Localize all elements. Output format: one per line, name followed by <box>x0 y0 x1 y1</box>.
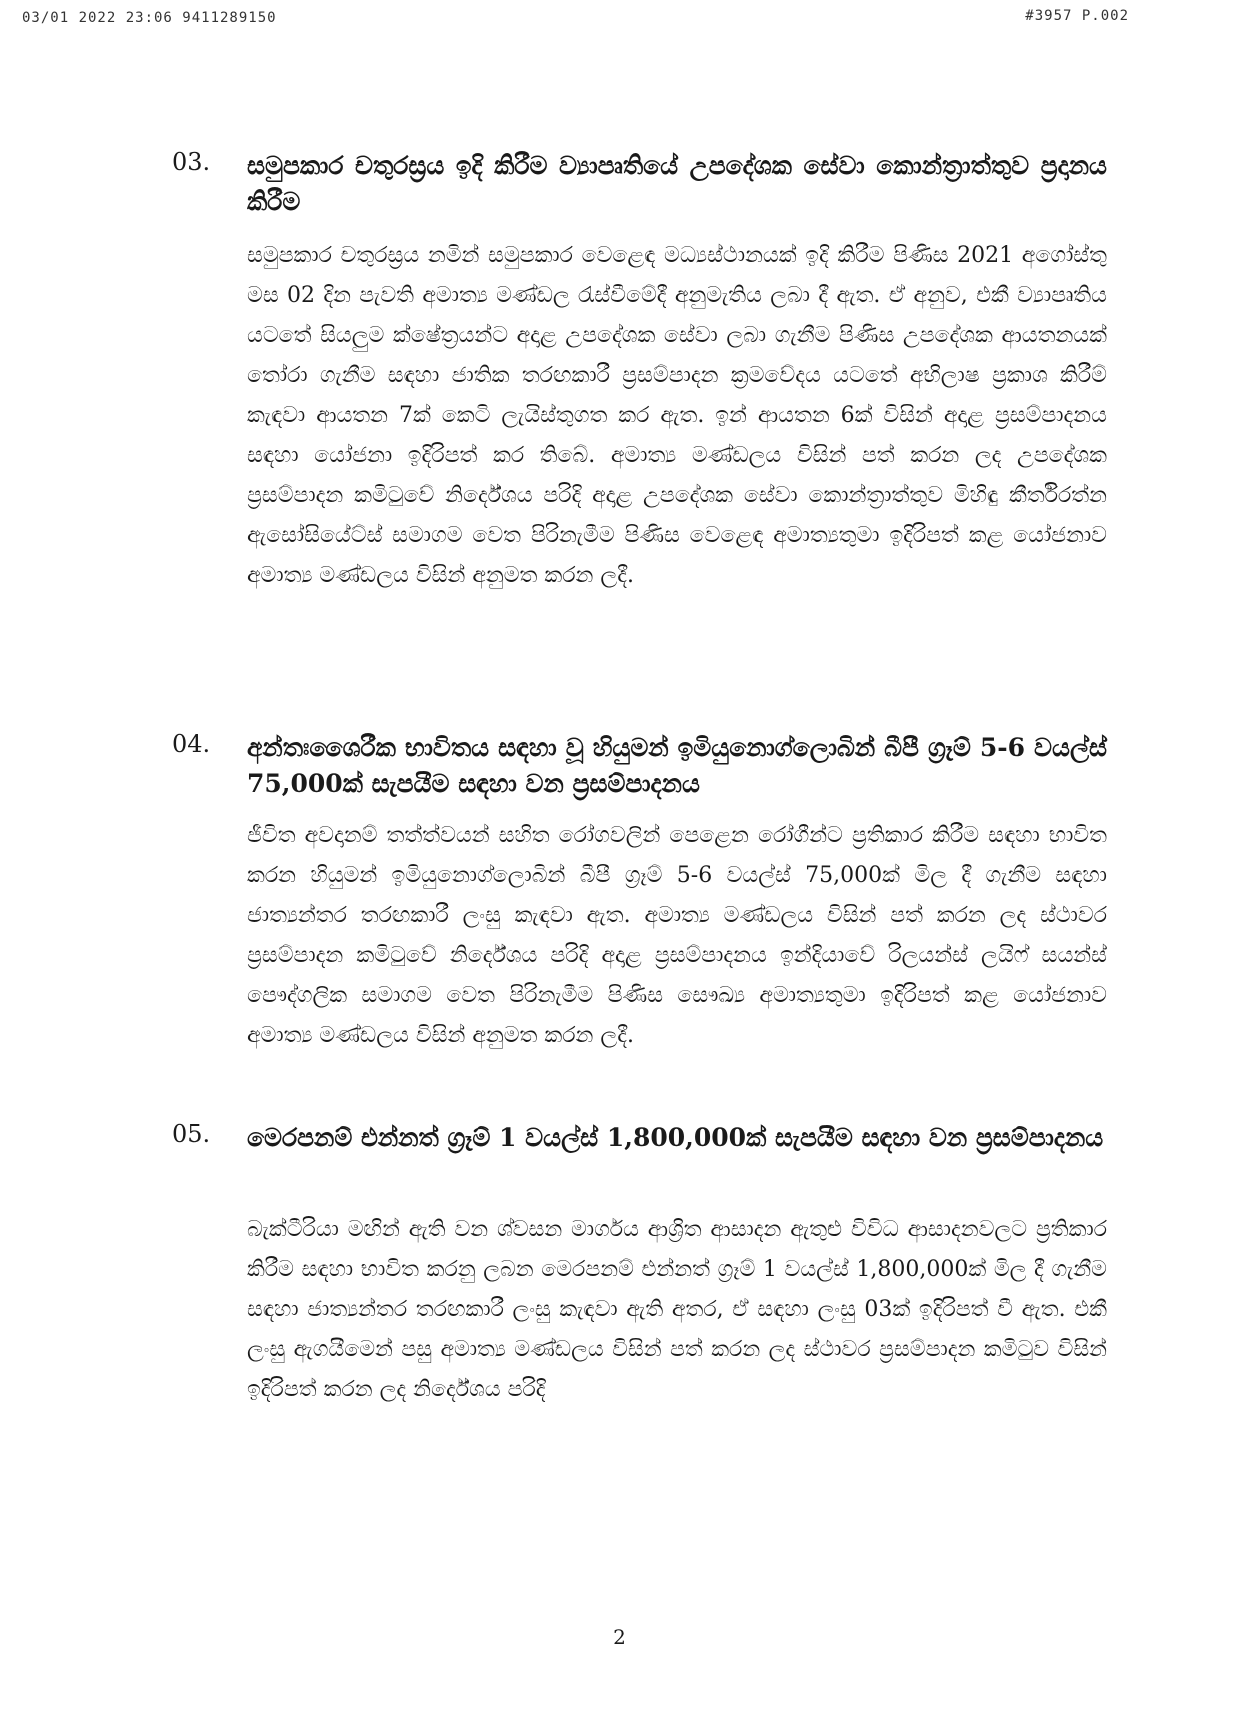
section-body: ජීවිත අවදානම් තත්ත්වයන් සහිත රෝගවලින් පෙළෙන රෝගීන්ට ප්‍රතිකාර කිරීම සඳහා භාවිත කරන හියුමන් ඉමියුනොග්ලොබින් බීපී ග්‍රෑම් 5-6 වයල්ස් 75,000ක් මිල දී ගැනීම සඳහා ජාත්‍යන්තර තරඟකාරී ලංසු කැඳවා ඇත. අමාත්‍ය මණ්ඩලය විසින් පත් කරන ලද ස්ථාවර ප්‍රසම්පාදන කමිටුවේ නිර්දේශය පරිදි අදාළ ප්‍රසම්පාදනය ඉන්දියාවේ රිලයන්ස් ලයිෆ් සයන්ස් පෞද්ගලික සමාගම වෙත පිරිනැමීම පිණිස සෞඛ්‍ය අමාත්‍යතුමා ඉදිරිපත් කළ යෝජනාව අමාත්‍ය මණ්ඩලය විසින් අනුමත කරන ලදී. <box>247 823 1107 1048</box>
section-body: සමුපකාර චතුරස්‍රය නමින් සමුපකාර වෙළෙඳ මධ්‍යස්ථානයක් ඉදි කිරීම පිණිස 2021 අගෝස්තු මස 02 දින පැවති අමාත්‍ය මණ්ඩල රැස්වීමේදී අනුමැතිය ලබා දී ඇත. ඒ අනුව, එකී ව්‍යාපෘතිය යටතේ සියලුම ක්ෂේත්‍රයන්ට අදාළ උපදේශක සේවා ලබා ගැනීම පිණිස උපදේශක ආයතනයක් තෝරා ගැනීම සඳහා ජාතික තරඟකාරී ප්‍රසම්පාදන ක්‍රමවේදය යටතේ අභිලාෂ ප්‍රකාශ කිරීම් කැඳවා ආයතන 7ක් කෙටි ලැයිස්තුගත කර ඇත. ඉන් ආයතන 6ක් විසින් අදාළ ප්‍රසම්පාදනය සඳහා යෝජනා ඉදිරිපත් කර තිබේ. අමාත්‍ය මණ්ඩලය විසින් පත් කරන ලද උපදේශක ප්‍රසම්පාදන කමිටුවේ නිර්දේශය පරිදි අදාළ උපදේශක සේවා කොන්ත්‍රාත්තුව මිහිඳු කීර්තිරත්න ඇසෝසියේට්ස් සමාගම වෙත පිරිනැමීම පිණිස වෙළෙඳ අමාත්‍යතුමා ඉදිරිපත් කළ යෝජනාව අමාත්‍ය මණ්ඩලය විසින් අනුමත කරන ලදී. <box>247 243 1107 588</box>
section-05 <box>172 1120 1107 1440</box>
section-title: අන්තඃශෛරීක භාවිතය සඳහා වූ හියුමන් ඉමියුනොග්ලොබින් බීපී ග්‍රෑම් 5-6 වයල්ස් 75,000ක් සැපයීම සඳහා වන ප්‍රසම්පාදනය <box>247 733 1107 798</box>
section-number: 05. <box>172 1120 211 1148</box>
page-number: 2 <box>613 1625 626 1649</box>
section-body: බැක්ටීරියා මඟින් ඇති වන ශ්වසන මාර්ගය ආශ්‍රිත ආසාදන ඇතුළු විවිධ ආසාදනවලට ප්‍රතිකාර කිරීම සඳහා භාවිත කරනු ලබන මෙරපනම් එන්නත් ග්‍රෑම් 1 වයල්ස් 1,800,000ක් මිල දී ගැනීම සඳහා ජාත්‍යන්තර තරඟකාරී ලංසු කැඳවා ඇති අතර, ඒ සඳහා ලංසු 03ක් ඉදිරිපත් වී ඇත. එකී ලංසු ඇගයීමෙන් පසු අමාත්‍ය මණ්ඩලය විසින් පත් කරන ලද ස්ථාවර ප්‍රසම්පාදන කමිටුව විසින් ඉදිරිපත් කරන ලද නිර්දේශය පරිදි <box>247 1217 1107 1402</box>
fax-header-left: 03/01 2022 23:06 9411289150 <box>22 10 277 26</box>
section-number: 03. <box>172 148 211 176</box>
section-04 <box>172 730 1107 1070</box>
section-title: මෙරපනම් එන්නත් ග්‍රෑම් 1 වයල්ස් 1,800,000ක් සැපයීම සඳහා වන ප්‍රසම්පාදනය <box>247 1123 1104 1152</box>
section-number: 04. <box>172 730 211 758</box>
section-title: සමුපකාර චතුරස්‍රය ඉදි කිරීම ව්‍යාපෘතියේ උපදේශක සේවා කොන්ත්‍රාත්තුව ප්‍රදානය කිරීම <box>247 151 1107 216</box>
fax-header-right: #3957 P.002 <box>1025 8 1129 24</box>
section-03 <box>172 148 1107 668</box>
